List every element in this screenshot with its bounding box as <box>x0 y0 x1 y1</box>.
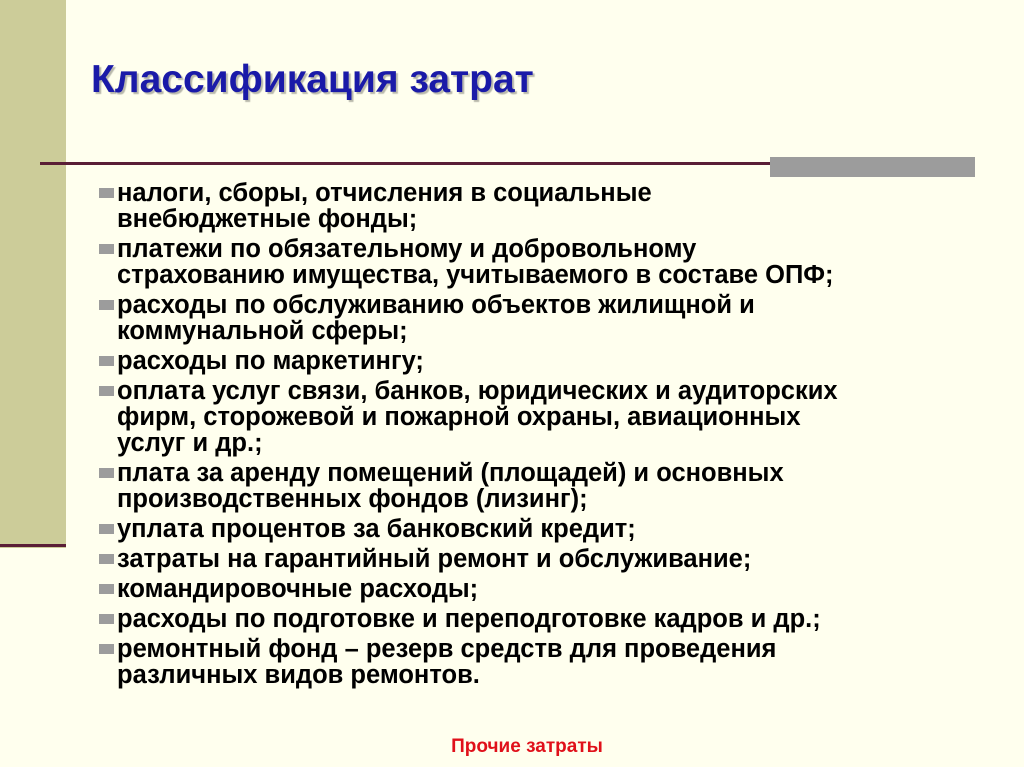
slide-title: Классификация затрат <box>91 58 534 101</box>
list-item-text: платежи по обязательному и добровольному страхованию имущества, учитываемого в составе ОПФ; <box>117 235 834 289</box>
list-item <box>99 516 1004 542</box>
list-item-text: налоги, сборы, отчисления в социальные внебюджетные фонды; <box>117 179 652 233</box>
bullet-square-icon <box>99 644 114 654</box>
bullet-square-icon <box>99 300 114 310</box>
title-underline-accent <box>770 157 975 177</box>
list-item <box>99 636 1004 688</box>
bullet-square-icon <box>99 468 114 478</box>
list-item-text: оплата услуг связи, банков, юридических и аудиторских фирм, сторожевой и пожарной охраны, авиационных услуг и др.; <box>117 377 838 457</box>
bullet-square-icon <box>99 524 114 534</box>
bullet-square-icon <box>99 188 114 198</box>
side-band <box>0 0 66 548</box>
list-item <box>99 292 1004 344</box>
list-item-text: расходы по обслуживанию объектов жилищной и коммунальной сферы; <box>117 291 755 345</box>
side-band-divider <box>0 544 66 547</box>
footer-note: Прочие затраты <box>451 736 603 757</box>
list-item <box>99 180 1004 232</box>
list-item <box>99 606 1004 632</box>
bullet-square-icon <box>99 584 114 594</box>
list-item <box>99 236 1004 288</box>
list-item-text: ремонтный фонд – резерв средств для проведения различных видов ремонтов. <box>117 635 777 689</box>
list-item-text: плата за аренду помещений (площадей) и основных производственных фондов (лизинг); <box>117 459 784 513</box>
cost-items-list <box>99 180 1004 692</box>
list-item-text: командировочные расходы; <box>117 575 479 603</box>
list-item <box>99 460 1004 512</box>
bullet-square-icon <box>99 386 114 396</box>
list-item <box>99 546 1004 572</box>
bullet-square-icon <box>99 356 114 366</box>
list-item <box>99 378 1004 456</box>
bullet-square-icon <box>99 244 114 254</box>
list-item <box>99 576 1004 602</box>
bullet-square-icon <box>99 554 114 564</box>
list-item <box>99 348 1004 374</box>
bullet-square-icon <box>99 614 114 624</box>
list-item-text: уплата процентов за банковский кредит; <box>117 515 636 543</box>
list-item-text: затраты на гарантийный ремонт и обслуживание; <box>117 545 752 573</box>
list-item-text: расходы по маркетингу; <box>117 347 424 375</box>
list-item-text: расходы по подготовке и переподготовке кадров и др.; <box>117 605 821 633</box>
